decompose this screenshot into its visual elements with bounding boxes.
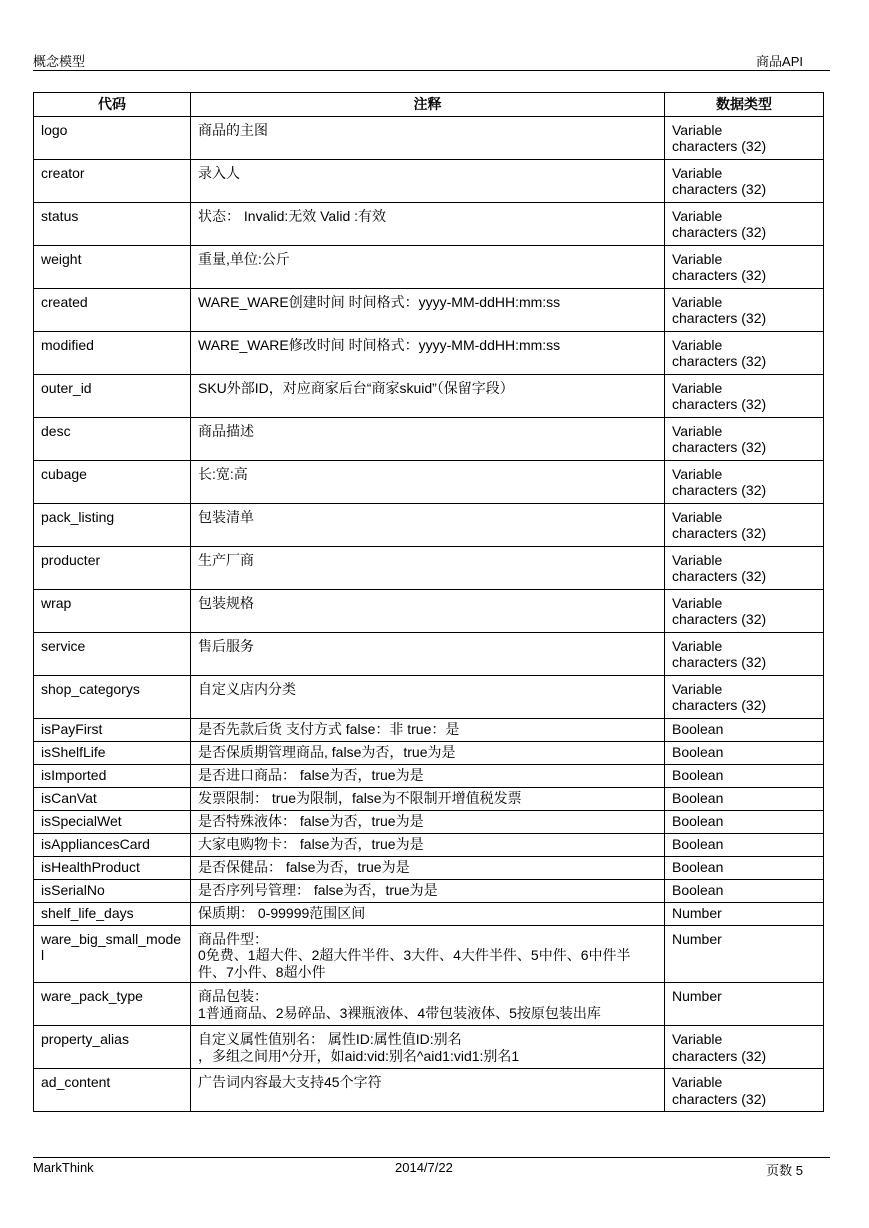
cell-type: Boolean — [665, 741, 824, 764]
cell-code: outer_id — [34, 374, 191, 417]
cell-type: Number — [665, 925, 824, 983]
cell-comment: 包装清单 — [191, 503, 665, 546]
cell-code: creator — [34, 159, 191, 202]
cell-type: Boolean — [665, 810, 824, 833]
cell-type: Number — [665, 902, 824, 925]
table-row — [34, 245, 824, 288]
footer-author: MarkThink — [33, 1160, 94, 1175]
page-header — [33, 51, 830, 71]
cell-comment: WARE_WARE创建时间 时间格式：yyyy-MM-ddHH:mm:ss — [191, 288, 665, 331]
table-row — [34, 833, 824, 856]
column-header-comment: 注释 — [191, 93, 665, 117]
table-row — [34, 116, 824, 159]
cell-comment: 状态： Invalid:无效 Valid :有效 — [191, 202, 665, 245]
footer-page-number: 页数 5 — [766, 1163, 803, 1178]
table-row — [34, 902, 824, 925]
table-row — [34, 546, 824, 589]
cell-type: Variable characters (32) — [665, 460, 824, 503]
table-row — [34, 374, 824, 417]
cell-type: Variable characters (32) — [665, 503, 824, 546]
cell-type: Variable characters (32) — [665, 675, 824, 718]
table-header-row — [34, 93, 824, 117]
table-row — [34, 675, 824, 718]
cell-comment: 自定义店内分类 — [191, 675, 665, 718]
cell-type: Variable characters (32) — [665, 1026, 824, 1069]
table-row — [34, 460, 824, 503]
cell-code: wrap — [34, 589, 191, 632]
table-row — [34, 288, 824, 331]
cell-type: Boolean — [665, 833, 824, 856]
cell-code: desc — [34, 417, 191, 460]
cell-comment: 是否特殊液体： false为否，true为是 — [191, 810, 665, 833]
cell-comment: 重量,单位:公斤 — [191, 245, 665, 288]
table-row — [34, 856, 824, 879]
table-body — [34, 116, 824, 1112]
cell-code: ware_big_small_model — [34, 925, 191, 983]
column-header-code: 代码 — [34, 93, 191, 117]
cell-code: created — [34, 288, 191, 331]
cell-code: isHealthProduct — [34, 856, 191, 879]
cell-code: ware_pack_type — [34, 983, 191, 1026]
cell-type: Variable characters (32) — [665, 546, 824, 589]
cell-type: Boolean — [665, 718, 824, 741]
table-row — [34, 718, 824, 741]
cell-type: Number — [665, 983, 824, 1026]
cell-comment: 是否保健品： false为否，true为是 — [191, 856, 665, 879]
table-row — [34, 503, 824, 546]
table-row — [34, 764, 824, 787]
cell-comment: 自定义属性值别名： 属性ID:属性值ID:别名 ，多组之间用^分开，如aid:vid:别名^aid1:vid1:别名1 — [191, 1026, 665, 1069]
table-row — [34, 417, 824, 460]
cell-code: isCanVat — [34, 787, 191, 810]
cell-comment: 是否进口商品： false为否，true为是 — [191, 764, 665, 787]
cell-comment: 售后服务 — [191, 632, 665, 675]
table-row — [34, 741, 824, 764]
cell-type: Variable characters (32) — [665, 417, 824, 460]
cell-type: Variable characters (32) — [665, 374, 824, 417]
table-row — [34, 159, 824, 202]
cell-type: Variable characters (32) — [665, 202, 824, 245]
page-footer — [33, 1157, 830, 1178]
cell-code: modified — [34, 331, 191, 374]
cell-code: shop_categorys — [34, 675, 191, 718]
cell-code: cubage — [34, 460, 191, 503]
cell-comment: SKU外部ID，对应商家后台“商家skuid”（保留字段） — [191, 374, 665, 417]
cell-comment: 大家电购物卡： false为否，true为是 — [191, 833, 665, 856]
cell-code: property_alias — [34, 1026, 191, 1069]
footer-date: 2014/7/22 — [395, 1160, 453, 1175]
table-row — [34, 983, 824, 1026]
cell-comment: 长:宽:高 — [191, 460, 665, 503]
cell-code: service — [34, 632, 191, 675]
table-row — [34, 1069, 824, 1112]
cell-type: Variable characters (32) — [665, 331, 824, 374]
table-row — [34, 1026, 824, 1069]
cell-code: ad_content — [34, 1069, 191, 1112]
cell-comment: WARE_WARE修改时间 时间格式：yyyy-MM-ddHH:mm:ss — [191, 331, 665, 374]
cell-type: Boolean — [665, 787, 824, 810]
cell-code: pack_listing — [34, 503, 191, 546]
cell-type: Variable characters (32) — [665, 1069, 824, 1112]
cell-comment: 广告词内容最大支持45个字符 — [191, 1069, 665, 1112]
cell-code: producter — [34, 546, 191, 589]
cell-comment: 商品描述 — [191, 417, 665, 460]
table-row — [34, 331, 824, 374]
cell-code: logo — [34, 116, 191, 159]
table-row — [34, 925, 824, 983]
cell-code: status — [34, 202, 191, 245]
cell-type: Variable characters (32) — [665, 159, 824, 202]
cell-code: isAppliancesCard — [34, 833, 191, 856]
cell-comment: 是否先款后货 支付方式 false：非 true：是 — [191, 718, 665, 741]
header-right-title: 商品API — [756, 54, 803, 69]
cell-comment: 商品件型： 0免费、1超大件、2超大件半件、3大件、4大件半件、5中件、6中件半件、7小件、8超小件 — [191, 925, 665, 983]
cell-type: Variable characters (32) — [665, 632, 824, 675]
cell-code: weight — [34, 245, 191, 288]
cell-comment: 生产厂商 — [191, 546, 665, 589]
header-left-title: 概念模型 — [33, 54, 86, 69]
table-row — [34, 202, 824, 245]
cell-code: isPayFirst — [34, 718, 191, 741]
cell-type: Boolean — [665, 879, 824, 902]
cell-type: Variable characters (32) — [665, 245, 824, 288]
cell-comment: 是否序列号管理： false为否，true为是 — [191, 879, 665, 902]
cell-comment: 录入人 — [191, 159, 665, 202]
model-table — [33, 92, 824, 1112]
table-row — [34, 810, 824, 833]
cell-type: Variable characters (32) — [665, 589, 824, 632]
column-header-type: 数据类型 — [665, 93, 824, 117]
cell-comment: 是否保质期管理商品, false为否，true为是 — [191, 741, 665, 764]
cell-code: shelf_life_days — [34, 902, 191, 925]
cell-code: isShelfLife — [34, 741, 191, 764]
table-row — [34, 787, 824, 810]
cell-type: Variable characters (32) — [665, 116, 824, 159]
cell-comment: 商品的主图 — [191, 116, 665, 159]
cell-comment: 保质期： 0-99999范围区间 — [191, 902, 665, 925]
cell-code: isSpecialWet — [34, 810, 191, 833]
cell-comment: 发票限制： true为限制，false为不限制开增值税发票 — [191, 787, 665, 810]
table-row — [34, 589, 824, 632]
cell-comment: 商品包装： 1普通商品、2易碎品、3裸瓶液体、4带包装液体、5按原包装出库 — [191, 983, 665, 1026]
table-row — [34, 879, 824, 902]
cell-type: Boolean — [665, 856, 824, 879]
cell-code: isSerialNo — [34, 879, 191, 902]
cell-code: isImported — [34, 764, 191, 787]
cell-type: Boolean — [665, 764, 824, 787]
table-row — [34, 632, 824, 675]
cell-type: Variable characters (32) — [665, 288, 824, 331]
cell-comment: 包装规格 — [191, 589, 665, 632]
